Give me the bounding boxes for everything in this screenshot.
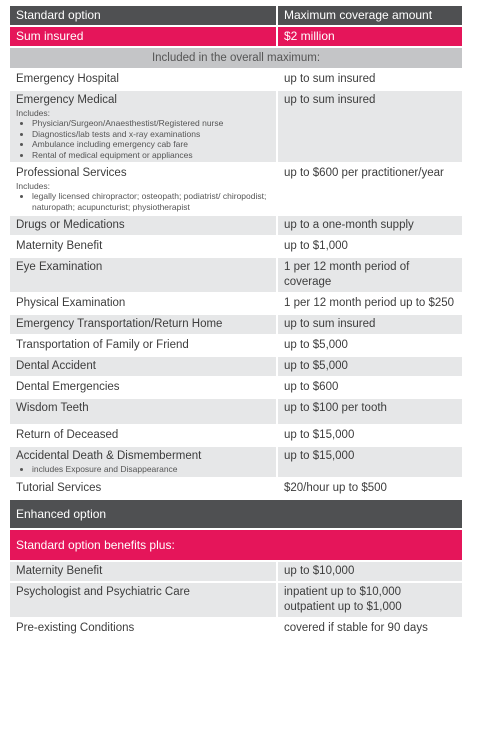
row-label: Eye Examination: [10, 258, 276, 292]
sum-insured-value: $2 million: [278, 27, 462, 46]
includes-list: [16, 464, 270, 475]
coverage-table: [10, 6, 462, 640]
row-value: up to $15,000: [284, 429, 355, 441]
row-label: Emergency Hospital: [16, 73, 119, 85]
list-item: • Ambulance including emergency cab fare: [32, 139, 270, 150]
includes-label: Includes:: [16, 181, 51, 191]
row-value: up to $100 per tooth: [278, 399, 462, 424]
sum-insured-row: [10, 27, 462, 46]
row-label: Maternity Benefit: [10, 562, 276, 581]
table-row: [10, 294, 462, 313]
table-row: [10, 258, 462, 292]
row-label: Pre-existing Conditions: [16, 621, 135, 634]
included-band-row: [10, 48, 462, 68]
list-item: • legally licensed chiropractor; osteopath; podiatrist/ chiropodist; naturopath; acupuncturist; physiotherapist: [32, 191, 270, 212]
row-label: Transportation of Family or Friend: [16, 339, 189, 351]
header-max-coverage: Maximum coverage amount: [278, 6, 462, 25]
row-value: inpatient up to $10,000: [284, 585, 402, 598]
table-row: [10, 91, 462, 162]
row-label: Emergency Transportation/Return Home: [10, 315, 276, 334]
includes-list: [16, 118, 270, 160]
row-value: up to $1,000: [284, 240, 348, 252]
list-item: • Physician/Surgeon/Anaesthestist/Registered nurse: [32, 118, 270, 129]
row-value: up to $600 per practitioner/year: [284, 167, 444, 179]
row-label: Return of Deceased: [16, 429, 119, 441]
row-label: Dental Emergencies: [16, 381, 120, 393]
list-item: • Rental of medical equipment or appliances: [32, 150, 270, 161]
sum-insured-label: Sum insured: [10, 27, 276, 46]
list-item: • includes Exposure and Disappearance: [32, 464, 270, 475]
includes-label: Includes:: [16, 108, 51, 118]
table-row: [10, 336, 462, 355]
table-row: [10, 378, 462, 397]
row-label: Maternity Benefit: [16, 240, 103, 252]
row-label: Dental Accident: [10, 357, 276, 376]
row-value: up to sum insured: [284, 73, 376, 85]
row-value: outpatient up to $1,000: [284, 600, 402, 613]
row-label: Tutorial Services: [16, 481, 102, 494]
row-value: 1 per 12 month period of coverage: [278, 258, 462, 292]
table-row: [10, 399, 462, 424]
enhanced-subtitle-row: [10, 530, 462, 560]
table-row: [10, 479, 462, 498]
header-standard-option: Standard option: [10, 6, 276, 25]
enhanced-option-title: Enhanced option: [10, 500, 462, 528]
table-header: [10, 6, 462, 25]
enhanced-option-row: [10, 500, 462, 528]
includes-list: [16, 191, 270, 212]
table-row: [10, 357, 462, 376]
row-value: up to a one-month supply: [278, 216, 462, 235]
table-row: [10, 562, 462, 581]
row-value: up to $5,000: [284, 339, 348, 351]
row-value: up to $600: [284, 381, 339, 393]
table-row: [10, 237, 462, 256]
row-value: up to sum insured: [278, 315, 462, 334]
row-label: Wisdom Teeth: [10, 399, 276, 424]
table-row: [10, 426, 462, 445]
row-value: up to $10,000: [278, 562, 462, 581]
row-label: Psychologist and Psychiatric Care: [10, 583, 276, 617]
row-label: Emergency Medical: [16, 94, 117, 106]
table-row: [10, 70, 462, 89]
table-row: [10, 216, 462, 235]
list-item: • Diagnostics/lab tests and x-ray examinations: [32, 129, 270, 140]
row-value: up to $5,000: [278, 357, 462, 376]
row-label: Physical Examination: [16, 297, 126, 309]
table-row: [10, 447, 462, 477]
row-value: 1 per 12 month period up to $250: [284, 297, 455, 309]
row-label: Drugs or Medications: [10, 216, 276, 235]
included-band: Included in the overall maximum:: [10, 48, 462, 68]
table-row: [10, 619, 462, 638]
table-row: [10, 164, 462, 214]
row-label: Professional Services: [16, 167, 127, 179]
row-value: $20/hour up to $500: [284, 481, 387, 494]
table-row: [10, 583, 462, 617]
standard-benefits-plus: Standard option benefits plus:: [10, 530, 462, 560]
row-value: up to $15,000: [278, 447, 462, 477]
table-row: [10, 315, 462, 334]
row-value: covered if stable for 90 days: [284, 621, 428, 634]
row-value: up to sum insured: [278, 91, 462, 162]
row-label: Accidental Death & Dismemberment: [16, 450, 202, 462]
